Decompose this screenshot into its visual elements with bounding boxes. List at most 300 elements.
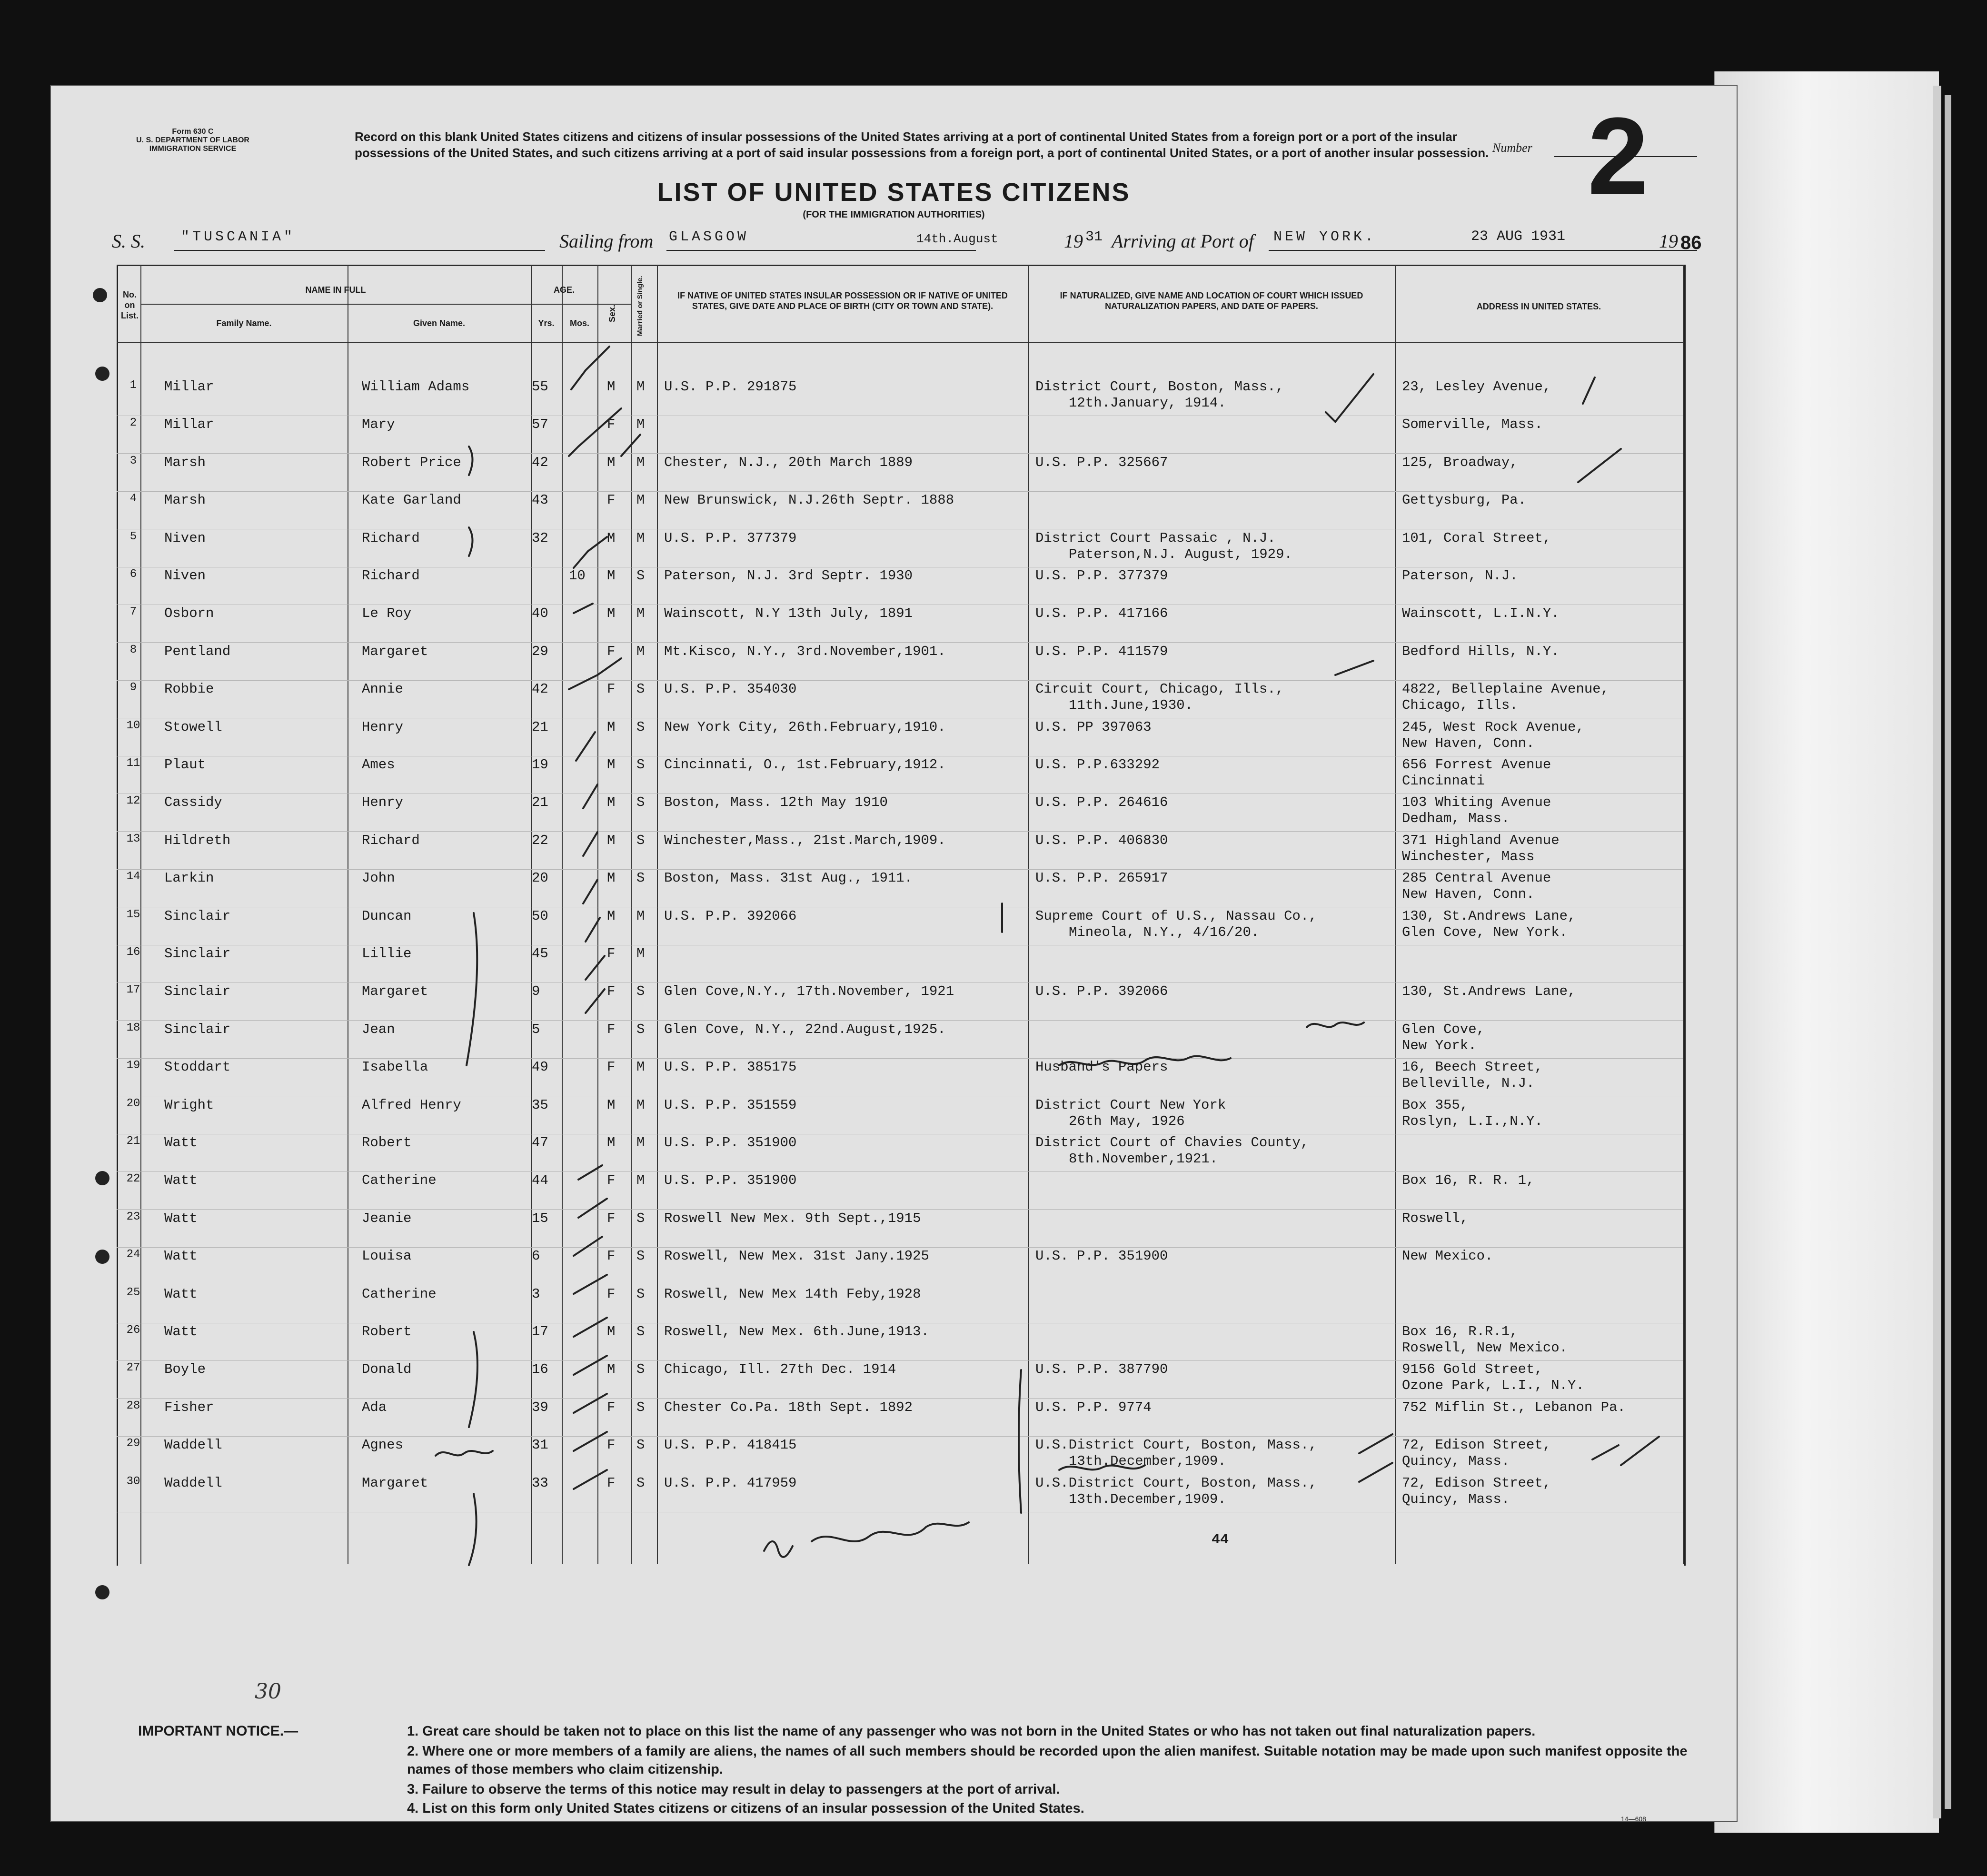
- age-years: 40: [532, 605, 548, 622]
- arrival-date-stamp: 23 AUG 1931: [1471, 228, 1566, 245]
- birth-or-passport: U.S. P.P. 291875: [664, 379, 797, 395]
- family-name: Stowell: [164, 719, 222, 735]
- sex: M: [607, 379, 616, 395]
- family-name: Waddell: [164, 1437, 222, 1453]
- check-mark: [574, 604, 593, 613]
- family-name: Wright: [164, 1097, 214, 1113]
- birth-or-passport: Cincinnati, O., 1st.February,1912.: [664, 757, 946, 773]
- check-mark: [569, 658, 621, 689]
- sex: F: [607, 1437, 616, 1453]
- address-line-1: Paterson, N.J.: [1402, 568, 1518, 584]
- check-mark: [574, 1394, 607, 1413]
- family-name: Niven: [164, 530, 206, 546]
- birth-or-passport: Boston, Mass. 12th May 1910: [664, 794, 888, 811]
- given-name: Catherine: [362, 1286, 437, 1302]
- age-years: 9: [532, 983, 540, 1000]
- marital-status: S: [636, 1248, 645, 1264]
- birth-or-passport: Roswell, New Mex. 6th.June,1913.: [664, 1324, 929, 1340]
- sex: F: [607, 1286, 616, 1302]
- department-name: U. S. DEPARTMENT OF LABOR: [136, 136, 249, 144]
- birth-or-passport: Chester Co.Pa. 18th Sept. 1892: [664, 1399, 913, 1415]
- binding-hole: [95, 1585, 109, 1599]
- age-years: 42: [532, 681, 548, 697]
- brace-mark: [1019, 1370, 1021, 1513]
- binding-hole: [93, 288, 107, 302]
- naturalization-date: 13th.December,1909.: [1069, 1491, 1226, 1507]
- notice-item: 4. List on this form only United States citizens or citizens of an insular possession of the United States.: [407, 1801, 1084, 1816]
- check-mark: [586, 989, 605, 1013]
- family-name: Niven: [164, 568, 206, 584]
- age-years: 29: [532, 643, 548, 659]
- marital-status: M: [636, 643, 645, 659]
- check-mark: [574, 537, 607, 568]
- given-name: Margaret: [362, 643, 428, 659]
- address-line-2: Quincy, Mass.: [1402, 1491, 1510, 1507]
- given-name: Jeanie: [362, 1210, 412, 1226]
- row-number: 23: [126, 1210, 140, 1223]
- given-name: Henry: [362, 794, 404, 811]
- family-name: Watt: [164, 1210, 198, 1226]
- address-line-1: 72, Edison Street,: [1402, 1437, 1551, 1453]
- row-number: 26: [126, 1324, 140, 1337]
- family-name: Watt: [164, 1172, 198, 1189]
- number-label: Number: [1492, 141, 1532, 155]
- row-number: 18: [126, 1021, 140, 1034]
- notice-item: 1. Great care should be taken not to place on this list the name of any passenger who was not born in the United States or who has not taken out final naturalization papers.: [407, 1724, 1536, 1739]
- naturalization-date: 12th.January, 1914.: [1069, 395, 1226, 411]
- naturalization-court: Circuit Court, Chicago, Ills.,: [1035, 681, 1284, 697]
- header-name-in-full: NAME IN FULL: [305, 285, 366, 295]
- marital-status: S: [636, 1361, 645, 1378]
- arriving-port: NEW YORK.: [1273, 229, 1377, 245]
- handwritten-note: [1059, 1465, 1145, 1470]
- handwritten-note: [436, 1451, 493, 1456]
- family-name: Watt: [164, 1286, 198, 1302]
- check-mark: [1621, 1437, 1659, 1465]
- row-number: 16: [126, 946, 140, 959]
- address-line-1: 245, West Rock Avenue,: [1402, 719, 1584, 735]
- check-mark: [583, 832, 597, 856]
- age-years: 17: [532, 1324, 548, 1340]
- check-mark: [583, 880, 597, 903]
- naturalization-court: Supreme Court of U.S., Nassau Co.,: [1035, 908, 1317, 924]
- brace-mark: [469, 1494, 477, 1565]
- marital-status: S: [636, 983, 645, 1000]
- given-name: Isabella: [362, 1059, 428, 1075]
- marital-status: S: [636, 1475, 645, 1491]
- sex: M: [607, 908, 616, 924]
- sex: F: [607, 1248, 616, 1264]
- sailing-from-label: Sailing from: [559, 230, 654, 252]
- family-name: Millar: [164, 379, 214, 395]
- address-line-2: Quincy, Mass.: [1402, 1453, 1510, 1469]
- age-years: 16: [532, 1361, 548, 1378]
- manifest-sheet: [50, 85, 1738, 1822]
- row-number: 5: [129, 530, 137, 543]
- birth-or-passport: Boston, Mass. 31st Aug., 1911.: [664, 870, 913, 886]
- row-number: 3: [129, 454, 137, 467]
- age-years: 44: [532, 1172, 548, 1189]
- check-mark: [1583, 377, 1595, 404]
- header-birth: IF NATIVE OF UNITED STATES INSULAR POSSESSION OR IF NATIVE OF UNITED STATES, GIVE DATE AND PLACE OF BIRTH (CITY OR TOWN AND STATE).: [677, 291, 1008, 311]
- row-number: 4: [129, 492, 137, 506]
- marital-status: S: [636, 1437, 645, 1453]
- address-line-2: New Haven, Conn.: [1402, 735, 1535, 751]
- naturalization-date: 8th.November,1921.: [1069, 1151, 1218, 1167]
- address-line-2: Cincinnati: [1402, 773, 1485, 789]
- binding-hole: [95, 1171, 109, 1185]
- naturalization-court: U.S.District Court, Boston, Mass.,: [1035, 1475, 1317, 1491]
- naturalization-court: U.S. P.P. 264616: [1035, 794, 1168, 811]
- row-number: 17: [126, 983, 140, 997]
- row-number: 6: [129, 568, 137, 581]
- brace-mark: [469, 527, 473, 556]
- address-line-2: Roslyn, L.I.,N.Y.: [1402, 1113, 1543, 1129]
- check-mark: [574, 1432, 607, 1451]
- sex: F: [607, 1210, 616, 1226]
- naturalization-date: 26th May, 1926: [1069, 1113, 1185, 1129]
- address-line-1: 16, Beech Street,: [1402, 1059, 1543, 1075]
- page-subtitle: (FOR THE IMMIGRATION AUTHORITIES): [803, 209, 985, 220]
- age-years: 33: [532, 1475, 548, 1491]
- row-number: 15: [126, 908, 140, 921]
- row-number: 25: [126, 1286, 140, 1299]
- address-line-1: Box 16, R. R. 1,: [1402, 1172, 1535, 1189]
- address-line-1: 125, Broadway,: [1402, 454, 1518, 470]
- family-name: Stoddart: [164, 1059, 231, 1075]
- birth-or-passport: U.S. P.P. 351900: [664, 1135, 797, 1151]
- birth-or-passport: Roswell, New Mex. 31st Jany.1925: [664, 1248, 929, 1264]
- address-line-1: 130, St.Andrews Lane,: [1402, 983, 1576, 1000]
- naturalization-court: U.S. P.P. 265917: [1035, 870, 1168, 886]
- sex: M: [607, 605, 616, 622]
- marital-status: S: [636, 1324, 645, 1340]
- birth-or-passport: U.S. P.P. 351559: [664, 1097, 797, 1113]
- marital-status: M: [636, 908, 645, 924]
- marital-status: M: [636, 530, 645, 546]
- marital-status: S: [636, 719, 645, 735]
- row-number: 7: [129, 605, 137, 619]
- family-name: Hildreth: [164, 832, 231, 848]
- address-line-1: 72, Edison Street,: [1402, 1475, 1551, 1491]
- sailing-from-port: GLASGOW: [669, 229, 749, 245]
- header-given-name: Given Name.: [413, 318, 466, 328]
- pen-annotations: [50, 85, 1738, 1822]
- sex: M: [607, 1097, 616, 1113]
- sex: F: [607, 1172, 616, 1189]
- address-line-2: Chicago, Ills.: [1402, 697, 1518, 714]
- given-name: William Adams: [362, 379, 470, 395]
- signature-scrawl: [764, 1522, 969, 1557]
- address-line-1: Box 355,: [1402, 1097, 1469, 1113]
- sex: M: [607, 719, 616, 735]
- header-family-name: Family Name.: [216, 318, 272, 328]
- address-line-1: Glen Cove,: [1402, 1021, 1485, 1037]
- marital-status: S: [636, 870, 645, 886]
- address-line-2: Winchester, Mass: [1402, 848, 1535, 864]
- sex: M: [607, 832, 616, 848]
- row-number: 24: [126, 1248, 140, 1261]
- sex: F: [607, 983, 616, 1000]
- row-number: 29: [126, 1437, 140, 1450]
- family-name: Sinclair: [164, 908, 231, 924]
- naturalization-date: Mineola, N.Y., 4/16/20.: [1069, 924, 1260, 940]
- naturalization-court: Husband's Papers: [1035, 1059, 1168, 1075]
- birth-or-passport: U.S. P.P. 385175: [664, 1059, 797, 1075]
- given-name: Richard: [362, 530, 420, 546]
- birth-or-passport: Wainscott, N.Y 13th July, 1891: [664, 605, 913, 622]
- address-line-1: 130, St.Andrews Lane,: [1402, 908, 1576, 924]
- birth-or-passport: Glen Cove, N.Y., 22nd.August,1925.: [664, 1021, 946, 1037]
- age-years: 57: [532, 417, 548, 433]
- row-number: 20: [126, 1097, 140, 1110]
- sex: M: [607, 757, 616, 773]
- birth-or-passport: U.S. P.P. 351900: [664, 1172, 797, 1189]
- check-mark: [574, 1275, 607, 1294]
- check-mark: [578, 1165, 602, 1180]
- age-years: 20: [532, 870, 548, 886]
- sailing-year-suffix: 31: [1085, 229, 1103, 245]
- address-line-2: Ozone Park, L.I., N.Y.: [1402, 1378, 1584, 1394]
- row-number: 9: [129, 681, 137, 695]
- address-line-1: 101, Coral Street,: [1402, 530, 1551, 546]
- handwritten-count: 30: [255, 1679, 281, 1704]
- age-years: 19: [532, 757, 548, 773]
- check-mark: [574, 1470, 607, 1489]
- family-name: Sinclair: [164, 946, 231, 962]
- page-title: LIST OF UNITED STATES CITIZENS: [657, 178, 1131, 207]
- given-name: Kate Garland: [362, 492, 461, 508]
- header-married-single: Married or Single.: [636, 276, 644, 337]
- given-name: Margaret: [362, 983, 428, 1000]
- given-name: Annie: [362, 681, 404, 697]
- check-mark: [574, 1318, 607, 1337]
- address-line-1: 9156 Gold Street,: [1402, 1361, 1543, 1378]
- birth-or-passport: Roswell New Mex. 9th Sept.,1915: [664, 1210, 921, 1226]
- family-name: Sinclair: [164, 983, 231, 1000]
- given-name: Ames: [362, 757, 395, 773]
- row-number: 28: [126, 1399, 140, 1412]
- given-name: John: [362, 870, 395, 886]
- check-mark: [1335, 661, 1373, 675]
- given-name: Duncan: [362, 908, 412, 924]
- naturalization-court: U.S. P.P. 9774: [1035, 1399, 1152, 1415]
- birth-or-passport: Roswell, New Mex 14th Feby,1928: [664, 1286, 921, 1302]
- marital-status: S: [636, 832, 645, 848]
- marital-status: S: [636, 681, 645, 697]
- sex: M: [607, 1135, 616, 1151]
- age-months: 10: [569, 568, 586, 584]
- row-number: 2: [129, 417, 137, 430]
- header-age: AGE.: [553, 285, 575, 295]
- naturalization-court: District Court, Boston, Mass.,: [1035, 379, 1284, 395]
- sex: M: [607, 568, 616, 584]
- family-name: Robbie: [164, 681, 214, 697]
- naturalization-court: U.S.District Court, Boston, Mass.,: [1035, 1437, 1317, 1453]
- family-name: Osborn: [164, 605, 214, 622]
- address-line-1: New Mexico.: [1402, 1248, 1493, 1264]
- naturalization-court: U.S. P.P.633292: [1035, 757, 1160, 773]
- stamp-number: 44: [1212, 1532, 1229, 1548]
- sex: M: [607, 870, 616, 886]
- naturalization-court: District Court of Chavies County,: [1035, 1135, 1309, 1151]
- family-name: Waddell: [164, 1475, 222, 1491]
- sex: F: [607, 1399, 616, 1415]
- header-yrs: Yrs.: [538, 318, 555, 328]
- binding-hole: [95, 367, 109, 381]
- check-mark: [574, 1237, 602, 1256]
- notice-item: 3. Failure to observe the terms of this notice may result in delay to passengers at the port of arrival.: [407, 1782, 1060, 1797]
- marital-status: M: [636, 492, 645, 508]
- brace-mark: [467, 913, 477, 1065]
- naturalization-court: U.S. P.P. 325667: [1035, 454, 1168, 470]
- service-name: IMMIGRATION SERVICE: [149, 145, 237, 153]
- given-name: Donald: [362, 1361, 412, 1378]
- header-naturalized: IF NATURALIZED, GIVE NAME AND LOCATION OF COURT WHICH ISSUED NATURALIZATION PAPERS, AND DATE OF PAPERS.: [1060, 291, 1363, 311]
- address-line-1: Somerville, Mass.: [1402, 417, 1543, 433]
- check-mark: [586, 918, 600, 942]
- family-name: Larkin: [164, 870, 214, 886]
- birth-or-passport: New York City, 26th.February,1910.: [664, 719, 946, 735]
- arriving-label: Arriving at Port of: [1112, 230, 1254, 252]
- family-name: Marsh: [164, 454, 206, 470]
- marital-status: S: [636, 794, 645, 811]
- marital-status: M: [636, 1172, 645, 1189]
- list-number: 2: [1588, 95, 1649, 217]
- family-name: Millar: [164, 417, 214, 433]
- naturalization-court: U.S. P.P. 411579: [1035, 643, 1168, 659]
- form-code: 14—608: [1621, 1815, 1646, 1823]
- address-line-1: 656 Forrest Avenue: [1402, 757, 1551, 773]
- sex: F: [607, 643, 616, 659]
- row-number: 30: [126, 1475, 140, 1488]
- sex: F: [607, 417, 616, 433]
- check-mark: [571, 347, 609, 389]
- age-years: 6: [532, 1248, 540, 1264]
- given-name: Mary: [362, 417, 395, 433]
- check-mark: [578, 1199, 607, 1218]
- age-years: 21: [532, 794, 548, 811]
- given-name: Margaret: [362, 1475, 428, 1491]
- address-line-1: 4822, Belleplaine Avenue,: [1402, 681, 1609, 697]
- birth-or-passport: Glen Cove,N.Y., 17th.November, 1921: [664, 983, 954, 1000]
- given-name: Robert: [362, 1324, 412, 1340]
- address-line-2: Glen Cove, New York.: [1402, 924, 1568, 940]
- sex: M: [607, 454, 616, 470]
- check-mark: [569, 408, 621, 456]
- marital-status: M: [636, 417, 645, 433]
- paper-stack-edge: [1714, 71, 1939, 1833]
- marital-status: M: [636, 605, 645, 622]
- check-mark: [1359, 1434, 1392, 1453]
- given-name: Ada: [362, 1399, 387, 1415]
- birth-or-passport: Paterson, N.J. 3rd Septr. 1930: [664, 568, 913, 584]
- family-name: Marsh: [164, 492, 206, 508]
- family-name: Boyle: [164, 1361, 206, 1378]
- sex: M: [607, 530, 616, 546]
- naturalization-court: District Court Passaic , N.J.: [1035, 530, 1276, 546]
- birth-or-passport: Chicago, Ill. 27th Dec. 1914: [664, 1361, 896, 1378]
- header-no-on-list: No. on List.: [120, 290, 139, 320]
- sex: F: [607, 1059, 616, 1075]
- birth-or-passport: U.S. P.P. 377379: [664, 530, 797, 546]
- address-line-1: Wainscott, L.I.N.Y.: [1402, 605, 1560, 622]
- address-line-2: New York.: [1402, 1037, 1477, 1053]
- brace-mark: [469, 447, 473, 475]
- address-line-2: Belleville, N.J.: [1402, 1075, 1535, 1092]
- address-line-1: Roswell,: [1402, 1210, 1469, 1226]
- given-name: Richard: [362, 832, 420, 848]
- sex: F: [607, 1021, 616, 1037]
- check-mark: [1359, 1463, 1392, 1482]
- age-years: 49: [532, 1059, 548, 1075]
- notice-lead: IMPORTANT NOTICE.—: [138, 1723, 298, 1739]
- age-years: 35: [532, 1097, 548, 1113]
- family-name: Sinclair: [164, 1021, 231, 1037]
- brace-mark: [469, 1332, 477, 1427]
- notice-item: 2. Where one or more members of a family are aliens, the names of all such members should be recorded upon the alien manifest. Suitable notation may be made upon such manifest opposite the names of those members who claim citizenship.: [407, 1744, 1688, 1777]
- form-number: Form 630 C: [172, 128, 214, 136]
- address-line-1: 23, Lesley Avenue,: [1402, 379, 1551, 395]
- sex: F: [607, 1475, 616, 1491]
- birth-or-passport: Chester, N.J., 20th March 1889: [664, 454, 913, 470]
- birth-or-passport: U.S. P.P. 354030: [664, 681, 797, 697]
- page-number: 86: [1680, 232, 1702, 253]
- age-years: 31: [532, 1437, 548, 1453]
- age-years: 43: [532, 492, 548, 508]
- address-line-1: 371 Highland Avenue: [1402, 832, 1560, 848]
- age-years: 21: [532, 719, 548, 735]
- family-name: Watt: [164, 1248, 198, 1264]
- family-name: Watt: [164, 1324, 198, 1340]
- address-line-1: 752 Miflin St., Lebanon Pa.: [1402, 1399, 1626, 1415]
- row-number: 27: [126, 1361, 140, 1375]
- given-name: Jean: [362, 1021, 395, 1037]
- marital-status: S: [636, 568, 645, 584]
- naturalization-court: U.S. P.P. 417166: [1035, 605, 1168, 622]
- naturalization-court: District Court New York: [1035, 1097, 1226, 1113]
- address-line-2: New Haven, Conn.: [1402, 886, 1535, 903]
- age-years: 42: [532, 454, 548, 470]
- check-mark: [586, 956, 605, 980]
- naturalization-court: U.S. P.P. 351900: [1035, 1248, 1168, 1264]
- birth-or-passport: Mt.Kisco, N.Y., 3rd.November,1901.: [664, 643, 946, 659]
- birth-or-passport: U.S. P.P. 392066: [664, 908, 797, 924]
- ship-name: "TUSCANIA": [181, 229, 296, 245]
- given-name: Catherine: [362, 1172, 437, 1189]
- family-name: Plaut: [164, 757, 206, 773]
- birth-or-passport: U.S. P.P. 418415: [664, 1437, 797, 1453]
- address-line-1: Gettysburg, Pa.: [1402, 492, 1527, 508]
- row-number: 1: [129, 379, 137, 392]
- address-line-1: Bedford Hills, N.Y.: [1402, 643, 1560, 659]
- age-years: 47: [532, 1135, 548, 1151]
- ship-label: S. S.: [112, 230, 145, 252]
- sex: M: [607, 794, 616, 811]
- marital-status: S: [636, 1286, 645, 1302]
- check-mark: [1578, 449, 1621, 482]
- marital-status: S: [636, 1021, 645, 1037]
- row-number: 12: [126, 794, 140, 808]
- family-name: Fisher: [164, 1399, 214, 1415]
- address-line-2: Dedham, Mass.: [1402, 811, 1510, 827]
- sex: F: [607, 681, 616, 697]
- address-line-2: Roswell, New Mexico.: [1402, 1340, 1568, 1356]
- marital-status: S: [636, 757, 645, 773]
- naturalization-court: U.S. P.P. 377379: [1035, 568, 1168, 584]
- age-years: 3: [532, 1286, 540, 1302]
- check-mark: [576, 732, 595, 761]
